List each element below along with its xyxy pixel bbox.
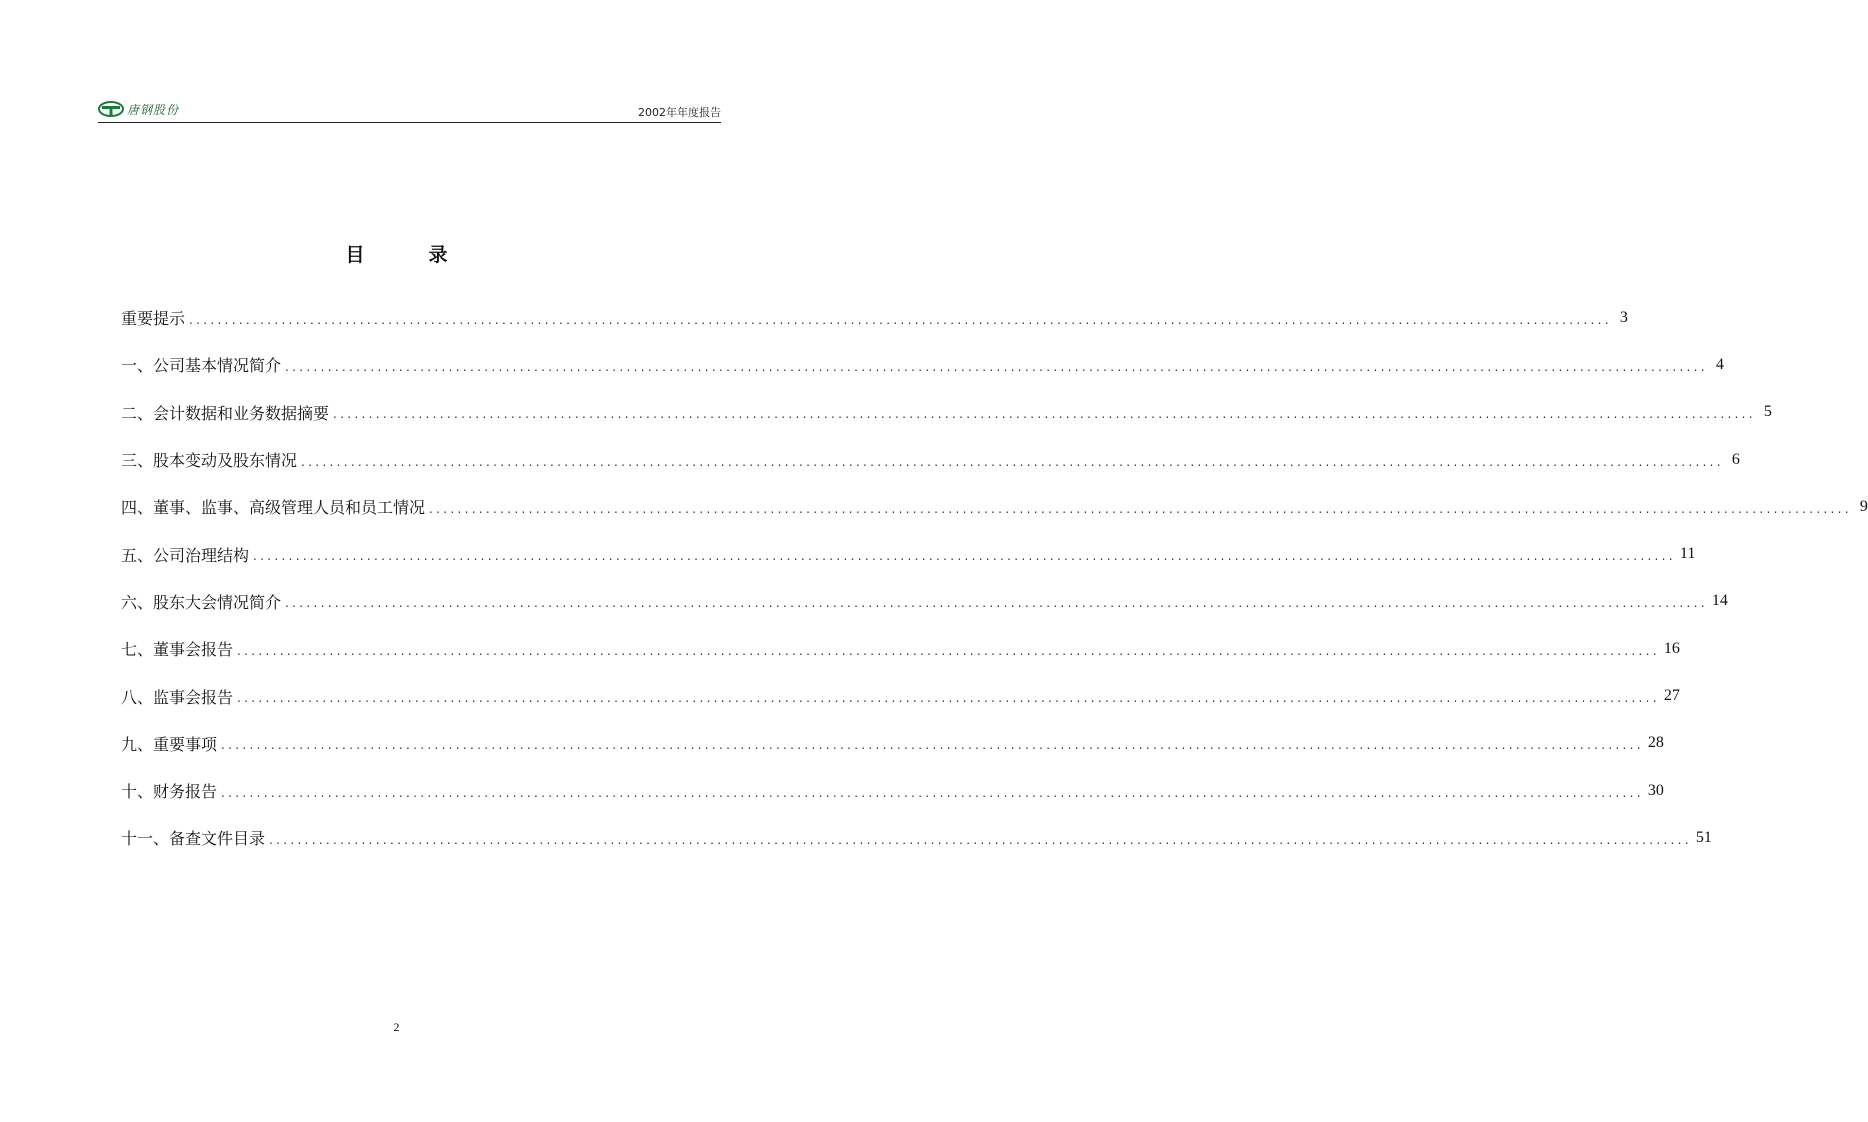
toc-entry[interactable] <box>121 294 1628 341</box>
toc-entry-label: 二、会计数据和业务数据摘要 <box>121 403 330 423</box>
toc-entry-label: 一、公司基本情况简介 <box>121 356 282 376</box>
toc-entry[interactable] <box>121 436 1740 483</box>
toc-entry-page: 16 <box>1663 639 1680 657</box>
logo-emblem-icon <box>98 101 124 117</box>
logo-text: 唐钢股份 <box>127 102 180 117</box>
toc-entry-leader: ........................................................................................................................................................................................................ <box>253 549 1676 564</box>
toc-entry[interactable] <box>121 578 1728 625</box>
toc-entry[interactable] <box>121 767 1664 814</box>
toc-entry-page: 14 <box>1711 592 1728 610</box>
toc-entry[interactable] <box>121 483 1868 530</box>
toc-list <box>121 294 1868 862</box>
toc-entry-page: 27 <box>1663 687 1680 705</box>
toc-entry-page: 6 <box>1731 450 1740 468</box>
toc-entry-label: 五、公司治理结构 <box>121 545 250 565</box>
toc-entry-label: 四、董事、监事、高级管理人员和员工情况 <box>121 498 426 518</box>
page-number: 2 <box>393 1020 400 1034</box>
toc-title-right: 录 <box>428 244 448 266</box>
toc-entry-label: 十一、备查文件目录 <box>121 829 266 849</box>
toc-entry-leader: ........................................................................................................................................................................................................ <box>269 832 1692 847</box>
toc-entry-label: 十、财务报告 <box>121 782 218 802</box>
toc-entry-page: 11 <box>1679 545 1696 563</box>
toc-entry-label: 九、重要事项 <box>121 734 218 754</box>
toc-entry-label: 六、股东大会情况简介 <box>121 592 282 612</box>
toc-entry-page: 28 <box>1647 734 1664 752</box>
toc-entry[interactable] <box>121 530 1696 577</box>
toc-entry-leader: ........................................................................................................................................................................................................ <box>285 359 1708 374</box>
toc-entry-leader: ........................................................................................................................................................................................................ <box>237 691 1660 706</box>
toc-entry-page: 4 <box>1715 355 1724 373</box>
report-title: 2002年年度报告 <box>638 106 721 119</box>
toc-entry-page: 51 <box>1695 828 1712 846</box>
toc-entry-leader: ........................................................................................................................................................................................................ <box>429 501 1852 516</box>
toc-entry-label: 八、监事会报告 <box>121 687 234 707</box>
page-header <box>98 98 721 123</box>
company-logo <box>98 100 179 118</box>
toc-entry-leader: ........................................................................................................................................................................................................ <box>333 407 1756 422</box>
toc-entry-page: 30 <box>1647 781 1664 799</box>
toc-entry-leader: ........................................................................................................................................................................................................ <box>237 643 1660 658</box>
toc-entry-leader: ........................................................................................................................................................................................................ <box>301 454 1724 469</box>
toc-entry-label: 三、股本变动及股东情况 <box>121 451 298 471</box>
toc-entry[interactable] <box>121 341 1724 388</box>
toc-entry-leader: ........................................................................................................................................................................................................ <box>221 785 1644 800</box>
toc-entry-leader: ........................................................................................................................................................................................................ <box>285 596 1708 611</box>
toc-entry-label: 七、董事会报告 <box>121 640 234 660</box>
toc-entry-leader: ........................................................................................................................................................................................................ <box>189 312 1612 327</box>
toc-entry[interactable] <box>121 389 1772 436</box>
toc-entry-page: 5 <box>1763 403 1772 421</box>
toc-title-left: 目 <box>345 244 365 266</box>
toc-entry-leader: ........................................................................................................................................................................................................ <box>221 738 1644 753</box>
toc-entry-page: 3 <box>1619 308 1628 326</box>
toc-entry-page: 9 <box>1859 497 1868 515</box>
toc-entry[interactable] <box>121 672 1680 719</box>
toc-entry[interactable] <box>121 720 1664 767</box>
toc-entry-label: 重要提示 <box>121 309 186 329</box>
toc-title <box>0 240 793 267</box>
toc-entry[interactable] <box>121 625 1680 672</box>
toc-entry[interactable] <box>121 814 1712 861</box>
